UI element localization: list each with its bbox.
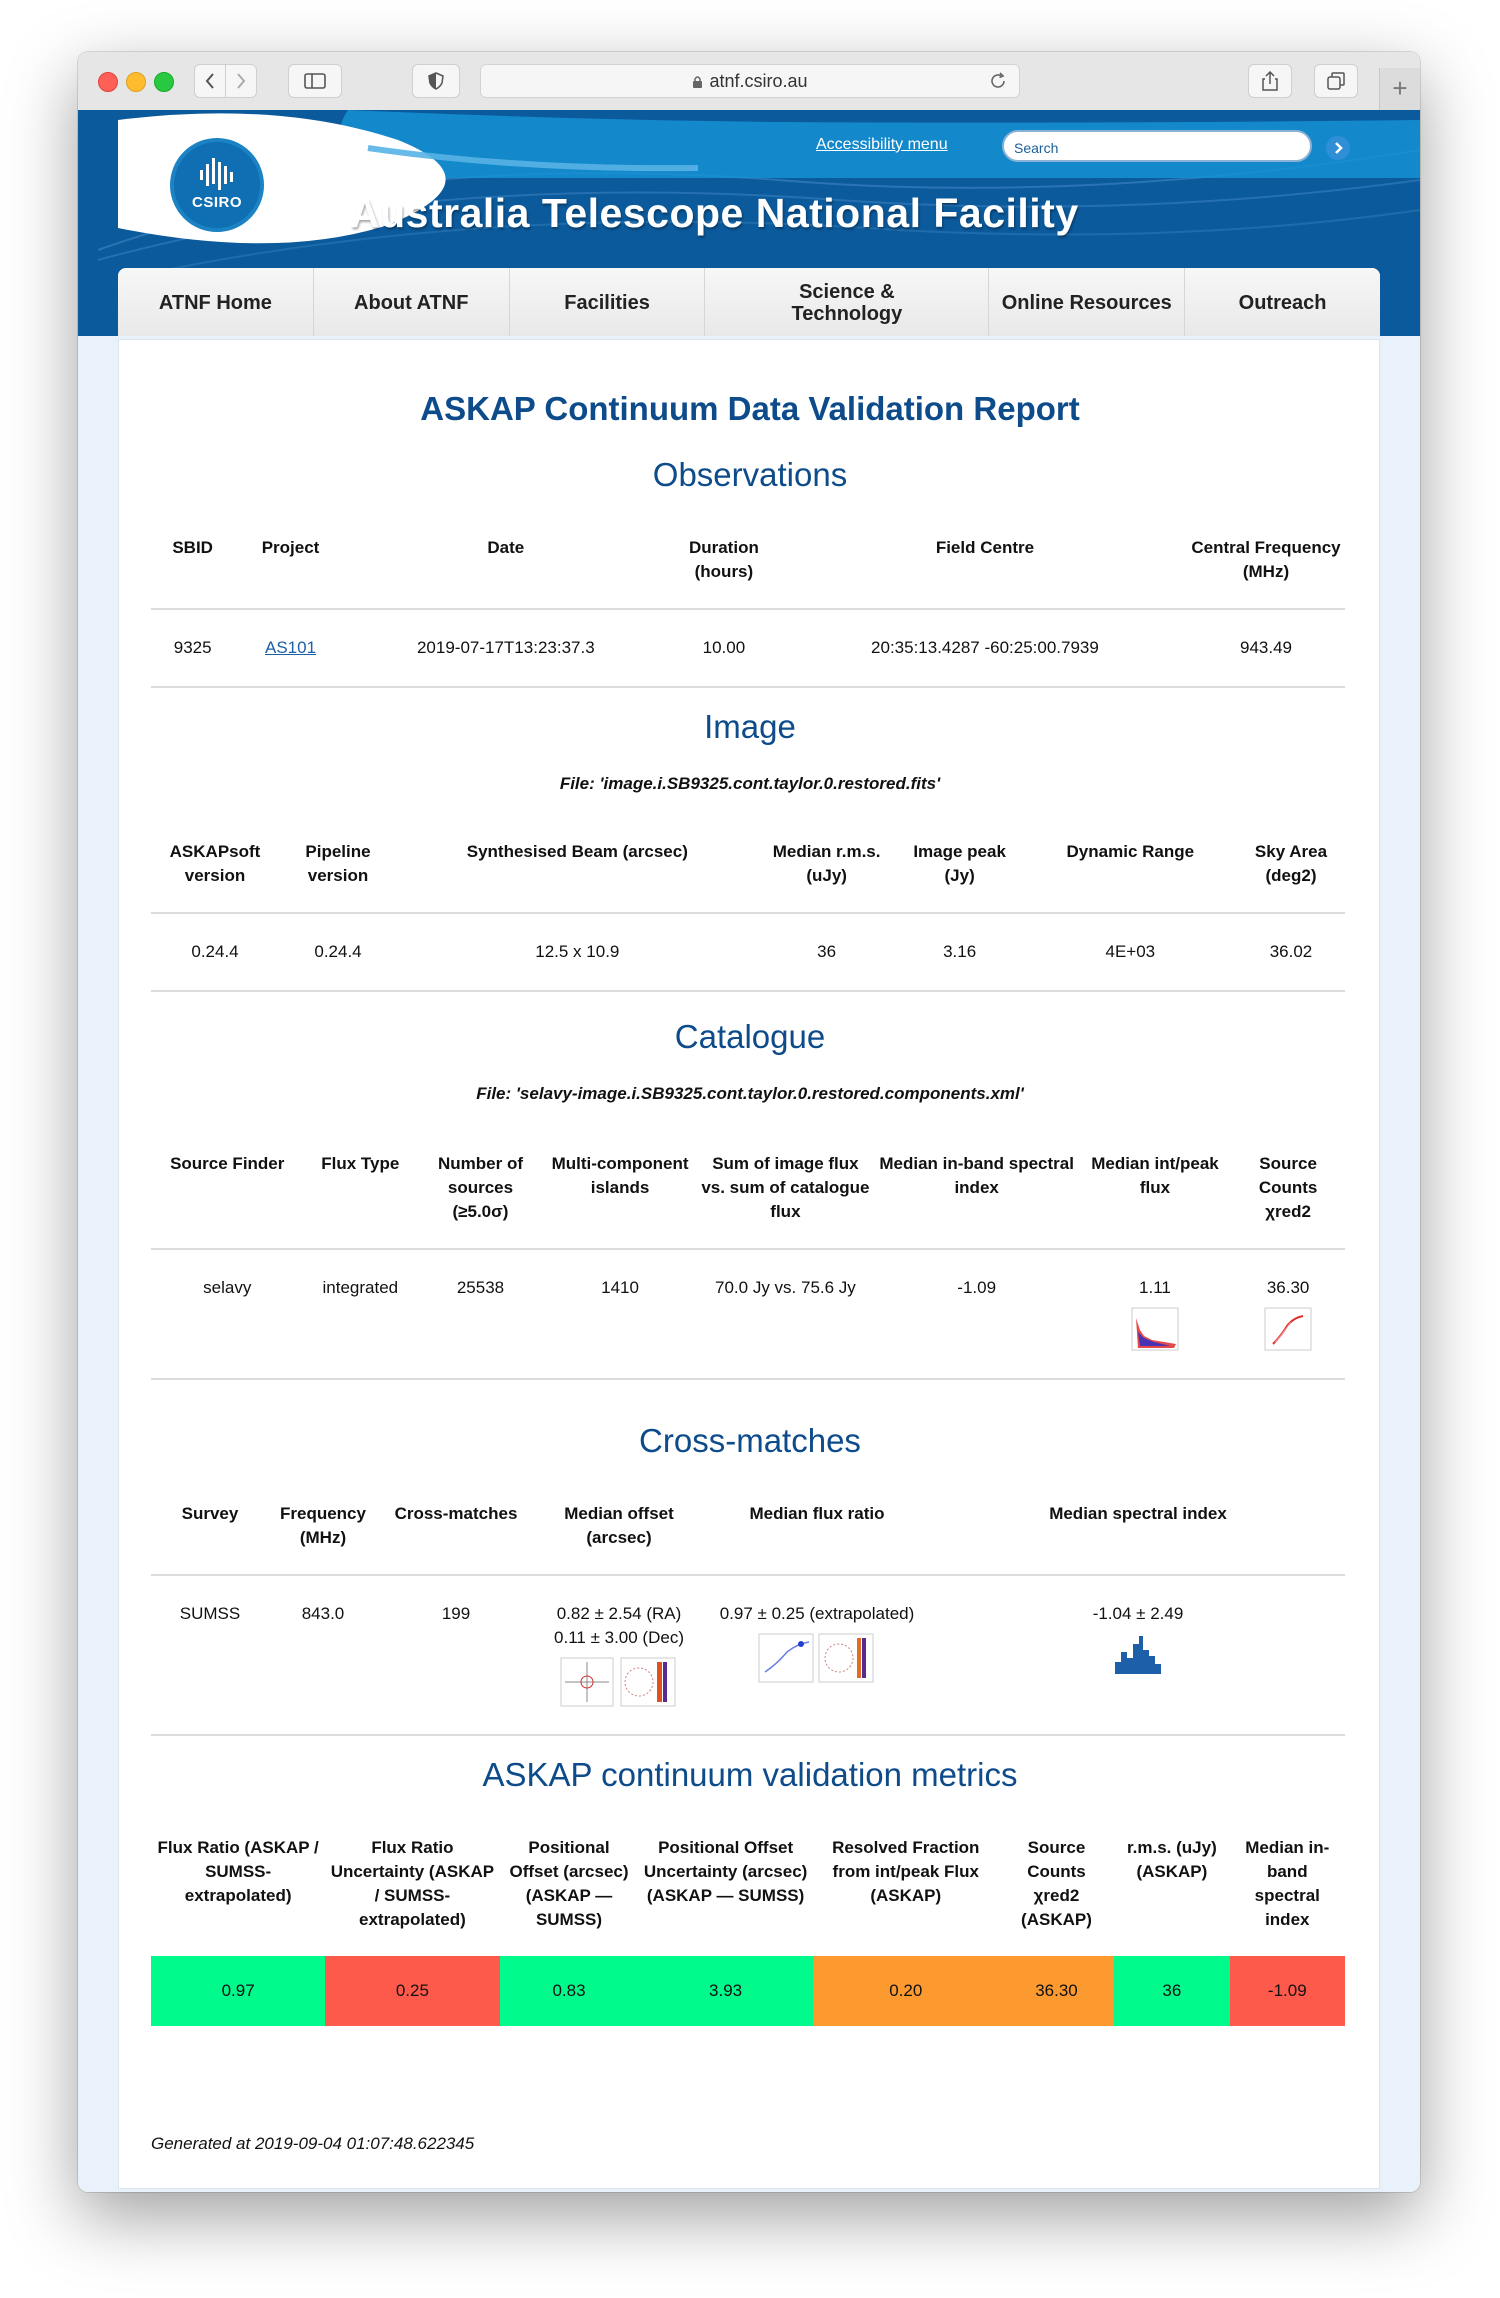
chevron-left-icon — [205, 73, 215, 89]
col-number-of-sources: Number of sources (≥5.0σ) — [437, 1154, 523, 1221]
browser-window — [78, 52, 1420, 2192]
col-median-spectral-index: Median in-band spectral index — [879, 1154, 1074, 1197]
reload-icon[interactable] — [989, 72, 1007, 90]
median-spectral-index-value: -1.09 — [957, 1278, 997, 1297]
duration-value: 10.00 — [702, 638, 746, 657]
flux-ratio-thumbnail-plots[interactable] — [757, 1632, 877, 1684]
flux-ratio-value: 0.97 ± 0.25 (extrapolated) — [719, 1604, 915, 1623]
col-median-spectral-index: Median spectral index — [1049, 1504, 1227, 1523]
offset-dec-value: 0.11 ± 3.00 (Dec) — [554, 1628, 684, 1647]
back-button[interactable] — [194, 64, 226, 98]
accessibility-menu-link[interactable]: Accessibility menu — [816, 136, 948, 153]
catalogue-table — [151, 1152, 1345, 1380]
col-pipeline-version: Pipeline version — [305, 842, 371, 885]
sidebar-button[interactable] — [288, 64, 342, 98]
multi-component-islands-value: 1410 — [601, 1278, 639, 1297]
tabs-icon — [1327, 72, 1345, 90]
col-field-centre: Field Centre — [935, 538, 1035, 557]
flux-type-value: integrated — [322, 1278, 399, 1297]
col-date: Date — [487, 538, 525, 557]
crossmatches-heading: Cross-matches — [639, 1422, 861, 1459]
field-centre-value: 20:35:13.4287 -60:25:00.7939 — [871, 638, 1099, 657]
col-central-frequency: Central Frequency (MHz) — [1191, 538, 1341, 581]
median-spectral-index-metric: -1.09 — [1230, 1956, 1345, 2026]
catalogue-heading: Catalogue — [674, 1018, 826, 1055]
plus-icon: + — [1392, 73, 1408, 103]
image-peak-value: 3.16 — [943, 942, 977, 961]
col-cross-matches: Cross-matches — [394, 1504, 518, 1523]
col-synthesised-beam: Synthesised Beam (arcsec) — [466, 842, 688, 861]
csiro-logo[interactable] — [170, 138, 264, 232]
col-dynamic-range: Dynamic Range — [1066, 842, 1195, 861]
spectral-index-value: -1.04 ± 2.49 — [1092, 1604, 1184, 1623]
source-finder-value: selavy — [203, 1278, 252, 1297]
col-source-counts-askap: Source Counts χred2 (ASKAP) — [1021, 1838, 1092, 1929]
image-table — [151, 840, 1345, 992]
col-median-flux-ratio: Median flux ratio — [749, 1504, 885, 1523]
table-row — [151, 1956, 1345, 2026]
int-peak-thumbnail-plot[interactable] — [1130, 1306, 1180, 1352]
synthesised-beam-value: 12.5 x 10.9 — [535, 942, 620, 961]
share-icon — [1262, 71, 1278, 91]
search-submit-button[interactable] — [1326, 136, 1350, 160]
lock-icon — [692, 75, 703, 89]
col-project: Project — [261, 538, 320, 557]
csiro-bars-icon — [198, 156, 236, 190]
offset-thumbnail-plots[interactable] — [559, 1656, 679, 1708]
crossmatches-table — [151, 1502, 1345, 1736]
col-sbid: SBID — [172, 538, 213, 557]
positional-offset-uncertainty-metric: 3.93 — [638, 1956, 812, 2026]
date-value: 2019-07-17T13:23:37.3 — [416, 638, 595, 657]
number-of-sources-value: 25538 — [456, 1278, 505, 1297]
shield-icon — [428, 72, 444, 90]
source-counts-thumbnail-plot[interactable] — [1263, 1306, 1313, 1352]
col-flux-type: Flux Type — [321, 1154, 400, 1173]
catalogue-file-name: File: 'selavy-image.i.SB9325.cont.taylor.0.restored.components.xml' — [476, 1084, 1024, 1103]
col-median-int-peak: Median int/peak flux — [1091, 1154, 1219, 1197]
col-multi-component-islands: Multi-component islands — [551, 1154, 689, 1197]
col-rms-askap: r.m.s. (uJy) (ASKAP) — [1126, 1838, 1217, 1881]
nav-item-about-atnf[interactable]: About ATNF — [314, 268, 510, 336]
col-duration: Duration (hours) — [688, 538, 759, 581]
browser-toolbar — [78, 52, 1420, 111]
col-flux-ratio-uncertainty: Flux Ratio Uncertainty (ASKAP / SUMSS-extrapolated) — [330, 1838, 495, 1929]
sidebar-icon — [304, 73, 326, 89]
image-heading: Image — [704, 708, 796, 745]
col-resolved-fraction: Resolved Fraction from int/peak Flux (ASKAP) — [832, 1838, 980, 1905]
col-source-finder: Source Finder — [170, 1154, 285, 1173]
col-median-rms: Median r.m.s. (uJy) — [772, 842, 881, 885]
col-askapsoft-version: ASKAPsoft version — [169, 842, 261, 885]
main-nav — [118, 268, 1380, 336]
csiro-wordmark: CSIRO — [191, 194, 242, 211]
survey-value: SUMSS — [179, 1604, 241, 1623]
zoom-window-button[interactable] — [154, 72, 174, 92]
spectral-index-histogram-thumbnail[interactable] — [1113, 1632, 1163, 1676]
flux-ratio-metric: 0.97 — [151, 1956, 325, 2026]
nav-item-science-technology[interactable]: Science & Technology — [705, 268, 989, 336]
col-image-peak: Image peak (Jy) — [913, 842, 1006, 885]
close-window-button[interactable] — [98, 72, 118, 92]
new-tab-button[interactable] — [1379, 68, 1420, 110]
nav-item-facilities[interactable]: Facilities — [510, 268, 706, 336]
offset-ra-value: 0.82 ± 2.54 (RA) — [556, 1604, 682, 1623]
flux-ratio-uncertainty-metric: 0.25 — [325, 1956, 499, 2026]
nav-item-atnf-home[interactable]: ATNF Home — [118, 268, 314, 336]
observations-heading: Observations — [652, 456, 848, 493]
col-source-counts: Source Counts χred2 — [1258, 1154, 1318, 1221]
table-row — [151, 1249, 1345, 1379]
generated-timestamp: Generated at 2019-09-04 01:07:48.622345 — [151, 2134, 475, 2153]
askapsoft-version-value: 0.24.4 — [191, 942, 239, 961]
col-flux-comparison: Sum of image flux vs. sum of catalogue flux — [701, 1154, 870, 1221]
cross-matches-value: 199 — [441, 1604, 471, 1623]
site-header — [78, 110, 1420, 336]
rms-metric: 36 — [1114, 1956, 1229, 2026]
share-button[interactable] — [1248, 64, 1292, 98]
site-title: Australia Telescope National Facility — [350, 190, 1079, 236]
table-row — [151, 913, 1345, 991]
page-viewport — [78, 110, 1420, 2192]
forward-button[interactable] — [225, 64, 257, 98]
chevron-right-icon — [1326, 136, 1350, 160]
sbid-value: 9325 — [173, 638, 212, 657]
source-counts-value: 36.30 — [1266, 1278, 1310, 1297]
col-median-offset: Median offset (arcsec) — [564, 1504, 674, 1547]
image-file-name: File: 'image.i.SB9325.cont.taylor.0.restored.fits' — [559, 774, 941, 793]
report-content — [118, 339, 1380, 2189]
project-link[interactable]: AS101 — [265, 638, 317, 657]
central-frequency-value: 943.49 — [1240, 638, 1292, 657]
positional-offset-metric: 0.83 — [500, 1956, 639, 2026]
frequency-value: 843.0 — [301, 1604, 345, 1623]
col-positional-offset: Positional Offset (arcsec) (ASKAP — SUMSS) — [509, 1838, 629, 1929]
col-median-in-band-spectral-index: Median in-band spectral index — [1245, 1838, 1330, 1929]
flux-comparison-value: 70.0 Jy vs. 75.6 Jy — [715, 1278, 856, 1297]
sky-area-value: 36.02 — [1269, 942, 1313, 961]
address-bar[interactable] — [480, 64, 1020, 98]
url-text: atnf.csiro.au — [709, 71, 808, 91]
table-row — [151, 609, 1345, 687]
col-flux-ratio: Flux Ratio (ASKAP / SUMSS-extrapolated) — [157, 1838, 319, 1905]
col-frequency: Frequency (MHz) — [280, 1504, 366, 1547]
resolved-fraction-metric: 0.20 — [813, 1956, 999, 2026]
metrics-table — [151, 1836, 1345, 2026]
minimize-window-button[interactable] — [126, 72, 146, 92]
report-title: ASKAP Continuum Data Validation Report — [420, 390, 1080, 427]
median-int-peak-value: 1.11 — [1139, 1278, 1171, 1297]
metrics-heading: ASKAP continuum validation metrics — [482, 1756, 1018, 1793]
nav-item-online-resources[interactable]: Online Resources — [989, 268, 1185, 336]
source-counts-metric: 36.30 — [999, 1956, 1114, 2026]
chevron-right-icon — [236, 73, 246, 89]
median-rms-value: 36 — [817, 942, 837, 961]
nav-item-outreach[interactable]: Outreach — [1185, 268, 1380, 336]
table-row — [151, 1575, 1345, 1735]
col-positional-offset-uncertainty: Positional Offset Uncertainty (arcsec) (ASKAP — SUMSS) — [643, 1838, 808, 1905]
col-survey: Survey — [181, 1504, 239, 1523]
dynamic-range-value: 4E+03 — [1105, 942, 1156, 961]
observations-table — [151, 536, 1345, 688]
pipeline-version-value: 0.24.4 — [314, 942, 362, 961]
col-sky-area: Sky Area (deg2) — [1254, 842, 1328, 885]
tabs-overview-button[interactable] — [1314, 64, 1358, 98]
privacy-shield-button[interactable] — [412, 64, 460, 98]
search-input[interactable]: Search — [1002, 130, 1312, 162]
